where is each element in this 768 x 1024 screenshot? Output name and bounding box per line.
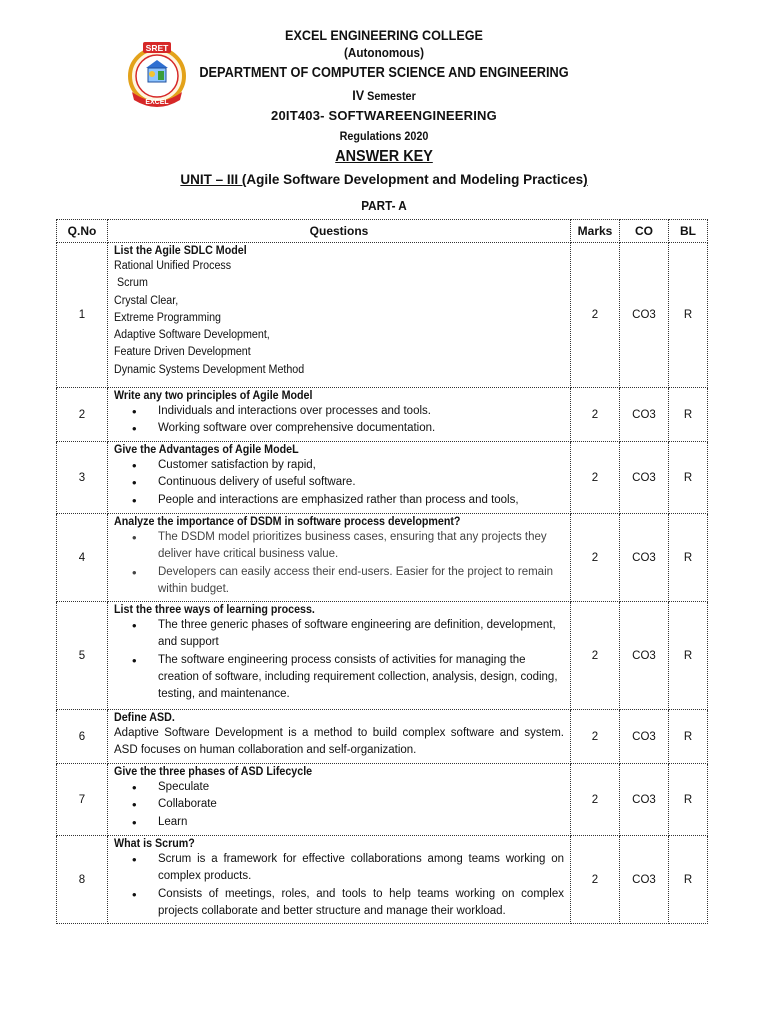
question-title: Give the three phases of ASD Lifecycle [114, 766, 313, 778]
semester-word: Semester [367, 89, 416, 103]
answer-bullet: • The DSDM model prioritizes business cases, ensuring that any projects they deliver have critical business value. [158, 529, 564, 564]
bl-value: R [669, 243, 708, 388]
marks-value: 2 [571, 836, 620, 924]
question-title: What is Scrum? [114, 838, 195, 850]
unit-prefix: UNIT – III ( [180, 172, 247, 187]
answer-bullet: • Working software over comprehensive documentation. [158, 420, 564, 437]
question-cell [108, 388, 571, 442]
question-number: 5 [57, 602, 108, 710]
table-row [57, 710, 708, 764]
co-value: CO3 [620, 710, 669, 764]
marks-value: 2 [571, 764, 620, 836]
answer-bullet: • The three generic phases of software engineering are definition, development, and support [158, 617, 564, 652]
answer-bullets [114, 617, 564, 703]
bl-value: R [669, 514, 708, 602]
co-value: CO3 [620, 764, 669, 836]
question-cell [108, 710, 571, 764]
answer-bullet: • Learn [158, 814, 564, 831]
bl-value: R [669, 602, 708, 710]
answer-line: Feature Driven Development [114, 346, 251, 359]
table-row [57, 764, 708, 836]
regulations-label: Regulations 2020 [339, 129, 429, 143]
answer-line: Extreme Programming [114, 311, 221, 324]
college-name: EXCEL ENGINEERING COLLEGE [285, 27, 483, 43]
answer-bullet: • Collaborate [158, 796, 564, 813]
answer-bullets [114, 457, 564, 509]
marks-value: 2 [571, 602, 620, 710]
co-value: CO3 [620, 243, 669, 388]
question-cell [108, 514, 571, 602]
question-title: Define ASD. [114, 712, 175, 724]
co-value: CO3 [620, 514, 669, 602]
semester-roman: IV [352, 87, 365, 103]
marks-value: 2 [571, 243, 620, 388]
semester-label [38, 87, 729, 103]
header-co: CO [620, 220, 669, 243]
co-value: CO3 [620, 388, 669, 442]
question-cell [108, 442, 571, 514]
svg-text:EXCEL: EXCEL [145, 99, 169, 106]
answer-line: Dynamic Systems Development Method [114, 363, 305, 376]
marks-value: 2 [571, 388, 620, 442]
question-number: 6 [57, 710, 108, 764]
unit-title: Agile Software Development and Modeling Practices [246, 172, 584, 187]
answer-line: Adaptive Software Development, [114, 329, 270, 342]
autonomous-label: (Autonomous) [344, 45, 424, 60]
table-header-row [57, 220, 708, 243]
question-cell [108, 836, 571, 924]
question-title: Give the Advantages of Agile ModeL [114, 444, 299, 456]
answer-paragraph: Adaptive Software Development is a method to build complex software and system. ASD focuses on human collaboration and self-organization. [114, 727, 564, 756]
table-row [57, 243, 708, 388]
answer-bullet: • People and interactions are emphasized rather than process and tools, [158, 492, 564, 509]
marks-value: 2 [571, 710, 620, 764]
question-number: 7 [57, 764, 108, 836]
answer-line: Rational Unified Process [114, 260, 232, 272]
unit-heading [0, 172, 768, 187]
answer-bullet: • The software engineering process consists of activities for managing the creation of software, including requirement collection, analysis, design, coding, testing, and maintenance. [158, 652, 564, 704]
answer-bullets [114, 403, 564, 438]
department-name: DEPARTMENT OF COMPUTER SCIENCE AND ENGINEERING [199, 65, 569, 81]
question-number: 1 [57, 243, 108, 388]
question-title: List the Agile SDLC Model [114, 245, 247, 257]
answer-bullet: • Customer satisfaction by rapid, [158, 457, 564, 474]
document-title: ANSWER KEY [335, 148, 433, 165]
bl-value: R [669, 764, 708, 836]
table-row [57, 602, 708, 710]
co-value: CO3 [620, 602, 669, 710]
header-questions: Questions [108, 220, 571, 243]
header-marks: Marks [571, 220, 620, 243]
svg-text:SRET: SRET [145, 43, 169, 53]
question-title: Write any two principles of Agile Model [114, 390, 313, 402]
bl-value: R [669, 388, 708, 442]
header-bl: BL [669, 220, 708, 243]
header-qno: Q.No [57, 220, 108, 243]
answer-bullet: • Individuals and interactions over processes and tools. [158, 403, 564, 420]
table-row [57, 836, 708, 924]
answer-bullet: • Continuous delivery of useful software. [158, 474, 564, 491]
course-code: 20IT403- SOFTWAREENGINEERING [271, 108, 497, 123]
question-title: List the three ways of learning process. [114, 604, 315, 616]
marks-value: 2 [571, 442, 620, 514]
answer-bullets [114, 851, 564, 920]
question-cell [108, 602, 571, 710]
answer-line: Crystal Clear, [114, 294, 179, 307]
answer-bullet: • Scrum is a framework for effective collaborations among teams working on complex products. [158, 851, 564, 886]
question-number: 8 [57, 836, 108, 924]
table-row [57, 388, 708, 442]
answer-bullet: • Developers can easily access their end-users. Easier for the project to remain within budget. [158, 564, 564, 599]
question-cell [108, 764, 571, 836]
question-number: 4 [57, 514, 108, 602]
answer-bullet: • Consists of meetings, roles, and tools to help teams working on complex projects collaborate and better structure and manage their workload. [158, 886, 564, 921]
part-heading: PART- A [361, 198, 407, 213]
table-row [57, 514, 708, 602]
question-cell [108, 243, 571, 388]
bl-value: R [669, 710, 708, 764]
question-number: 3 [57, 442, 108, 514]
answer-bullets [114, 779, 564, 831]
bl-value: R [669, 442, 708, 514]
answer-key-table [56, 219, 708, 924]
marks-value: 2 [571, 514, 620, 602]
co-value: CO3 [620, 442, 669, 514]
co-value: CO3 [620, 836, 669, 924]
bl-value: R [669, 836, 708, 924]
table-row [57, 442, 708, 514]
question-number: 2 [57, 388, 108, 442]
question-title: Analyze the importance of DSDM in software process development? [114, 516, 461, 528]
unit-suffix: ) [583, 172, 588, 187]
answer-line: Scrum [114, 277, 148, 290]
answer-bullet: • Speculate [158, 779, 564, 796]
answer-bullets [114, 529, 564, 598]
